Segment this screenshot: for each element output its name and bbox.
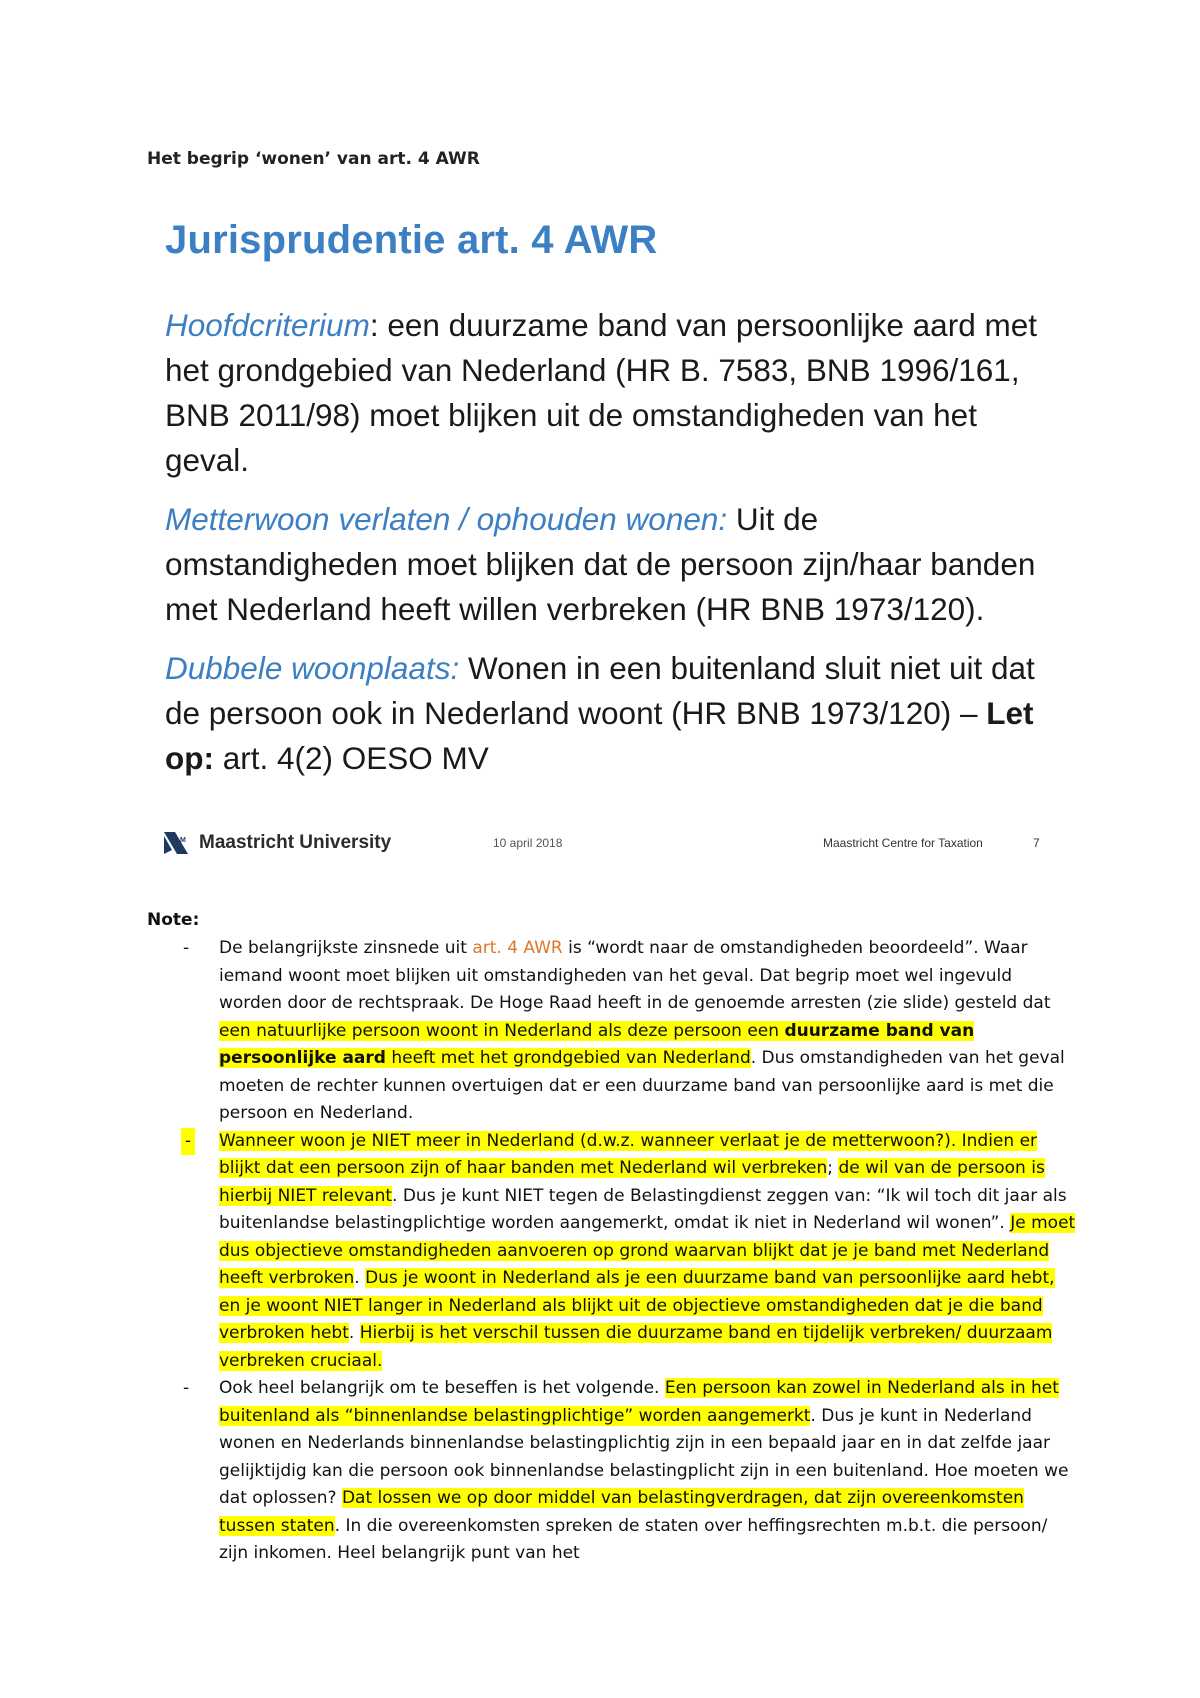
list-item [147,1375,1077,1568]
note-text: . Dus omstandigheden van het geval moeten de rechter kunnen overtuigen dat er een duurzame band van persoonlijke aard is met die persoon en Nederland. [219,1048,1065,1123]
highlighted-text: heeft met het grondgebied van Nederland [385,1048,751,1068]
slide-text: Wonen in een buitenland sluit niet uit dat de persoon ook in Nederland woont (HR BNB 1973/120) – [165,650,1035,731]
note-list [147,935,1077,1568]
slide-date: 10 april 2018 [493,836,563,850]
note-text: . Dus je kunt NIET tegen de Belastingdienst zeggen van: “Ik wil toch dit jaar als buitenlandse belastingplichtige worden aangemerkt, omdat ik niet in Nederland wil wonen”. [219,1185,1067,1233]
slide-image [150,218,1050,795]
slide-centre-name: Maastricht Centre for Taxation [823,836,983,850]
note-text: is “wordt naar de omstandigheden beoordeeld”. Waar iemand woont moet blijken uit omstandigheden van het geval. Dat begrip moet wel ingevuld worden door de rechtspraak. De Hoge Raad heeft in de genoemde arresten (zie slide) gesteld dat [219,938,1051,1013]
note-text: . [348,1323,360,1343]
highlighted-bold-text: duurzame band van persoonlijke aard [219,1020,975,1068]
highlighted-text: Je moet dus objectieve omstandigheden aanvoeren op grond waarvan blijkt dat je je band met Nederland heeft verbroken [219,1213,1076,1288]
note-text: . [354,1268,366,1288]
note-text: Wanneer woon je NIET meer in Nederland (d.w.z. wanneer verlaat je de metterwoon?). Indien er blijkt dat een persoon zijn of haar banden met Nederland wil verbreken [219,1130,1038,1178]
slide-text: : een duurzame band van persoonlijke aard met het grondgebied van Nederland (HR B. 7583, BNB 1996/161, BNB 2011/98) moet blijken uit de omstandigheden van het geval. [165,307,1037,478]
slide-block-hoofdcriterium [165,303,1045,483]
note-text: ; [827,1158,839,1178]
note-text: Ook heel belangrijk om te beseffen is het volgende. [219,1378,665,1398]
university-logo-icon [163,830,189,856]
note-text: . In die overeenkomsten spreken de staten over heffingsrechten m.b.t. die persoon/ zijn inkomen. Heel belangrijk punt van het [219,1515,1048,1563]
slide-term: Metterwoon verlaten / ophouden wonen: [165,501,728,537]
list-item [147,1128,1077,1376]
highlighted-text: een natuurlijke persoon woont in Nederland als deze persoon een [219,1020,785,1041]
list-item [147,935,1077,1128]
bullet: - [183,938,190,958]
highlighted-text: Hierbij is het verschil tussen die duurzame band en tijdelijk verbreken/ duurzaam verbreken cruciaal. [219,1323,1053,1371]
highlighted-text: Dat lossen we op door middel van belastingverdragen, dat zijn overeenkomsten tussen staten [219,1488,1024,1536]
bullet: - [183,1378,190,1398]
slide-footer [163,828,1043,864]
svg-text:M: M [180,837,186,844]
slide-title: Jurisprudentie art. 4 AWR [165,218,658,262]
slide-text: art. 4(2) OESO MV [213,740,489,776]
note-text: . Dus je kunt in Nederland wonen en Nederlands binnenlandse belastingplichtig zijn in een bepaald jaar en in dat zelfde jaar gelijktijdig kan die persoon ook binnenlandse belastingplicht zijn in een buitenland. Hoe moeten we dat oplossen? [219,1405,1069,1508]
bullet: - [181,1128,195,1156]
university-name: Maastricht University [199,832,392,853]
slide-term: Hoofdcriterium [165,307,370,343]
slide-page-number: 7 [1033,836,1040,850]
slide-block-dubbele-woonplaats [165,646,1045,781]
highlighted-text: de wil van de persoon is hierbij NIET relevant [219,1158,1045,1206]
slide-bold-text: Let op: [165,695,1034,776]
highlighted-text: Dus je woont in Nederland als je een duurzame band van persoonlijke aard hebt, en je woont NIET langer in Nederland als blijkt uit de objectieve omstandigheden dat je die band verbroken hebt [219,1268,1055,1343]
document-title: Het begrip ‘wonen’ van art. 4 AWR [147,149,480,169]
note-text: De belangrijkste zinsnede uit [219,938,473,958]
slide-text: Uit de omstandigheden moet blijken dat de persoon zijn/haar banden met Nederland heeft willen verbreken (HR BNB 1973/120). [165,501,1036,627]
note-label: Note: [147,910,200,930]
highlighted-text: Een persoon kan zowel in Nederland als in het buitenland als “binnenlandse belastingplichtige” worden aangemerkt [219,1378,1059,1426]
slide-block-metterwoon [165,497,1045,632]
slide-term: Dubbele woonplaats: [165,650,460,686]
article-reference: art. 4 AWR [472,938,563,958]
